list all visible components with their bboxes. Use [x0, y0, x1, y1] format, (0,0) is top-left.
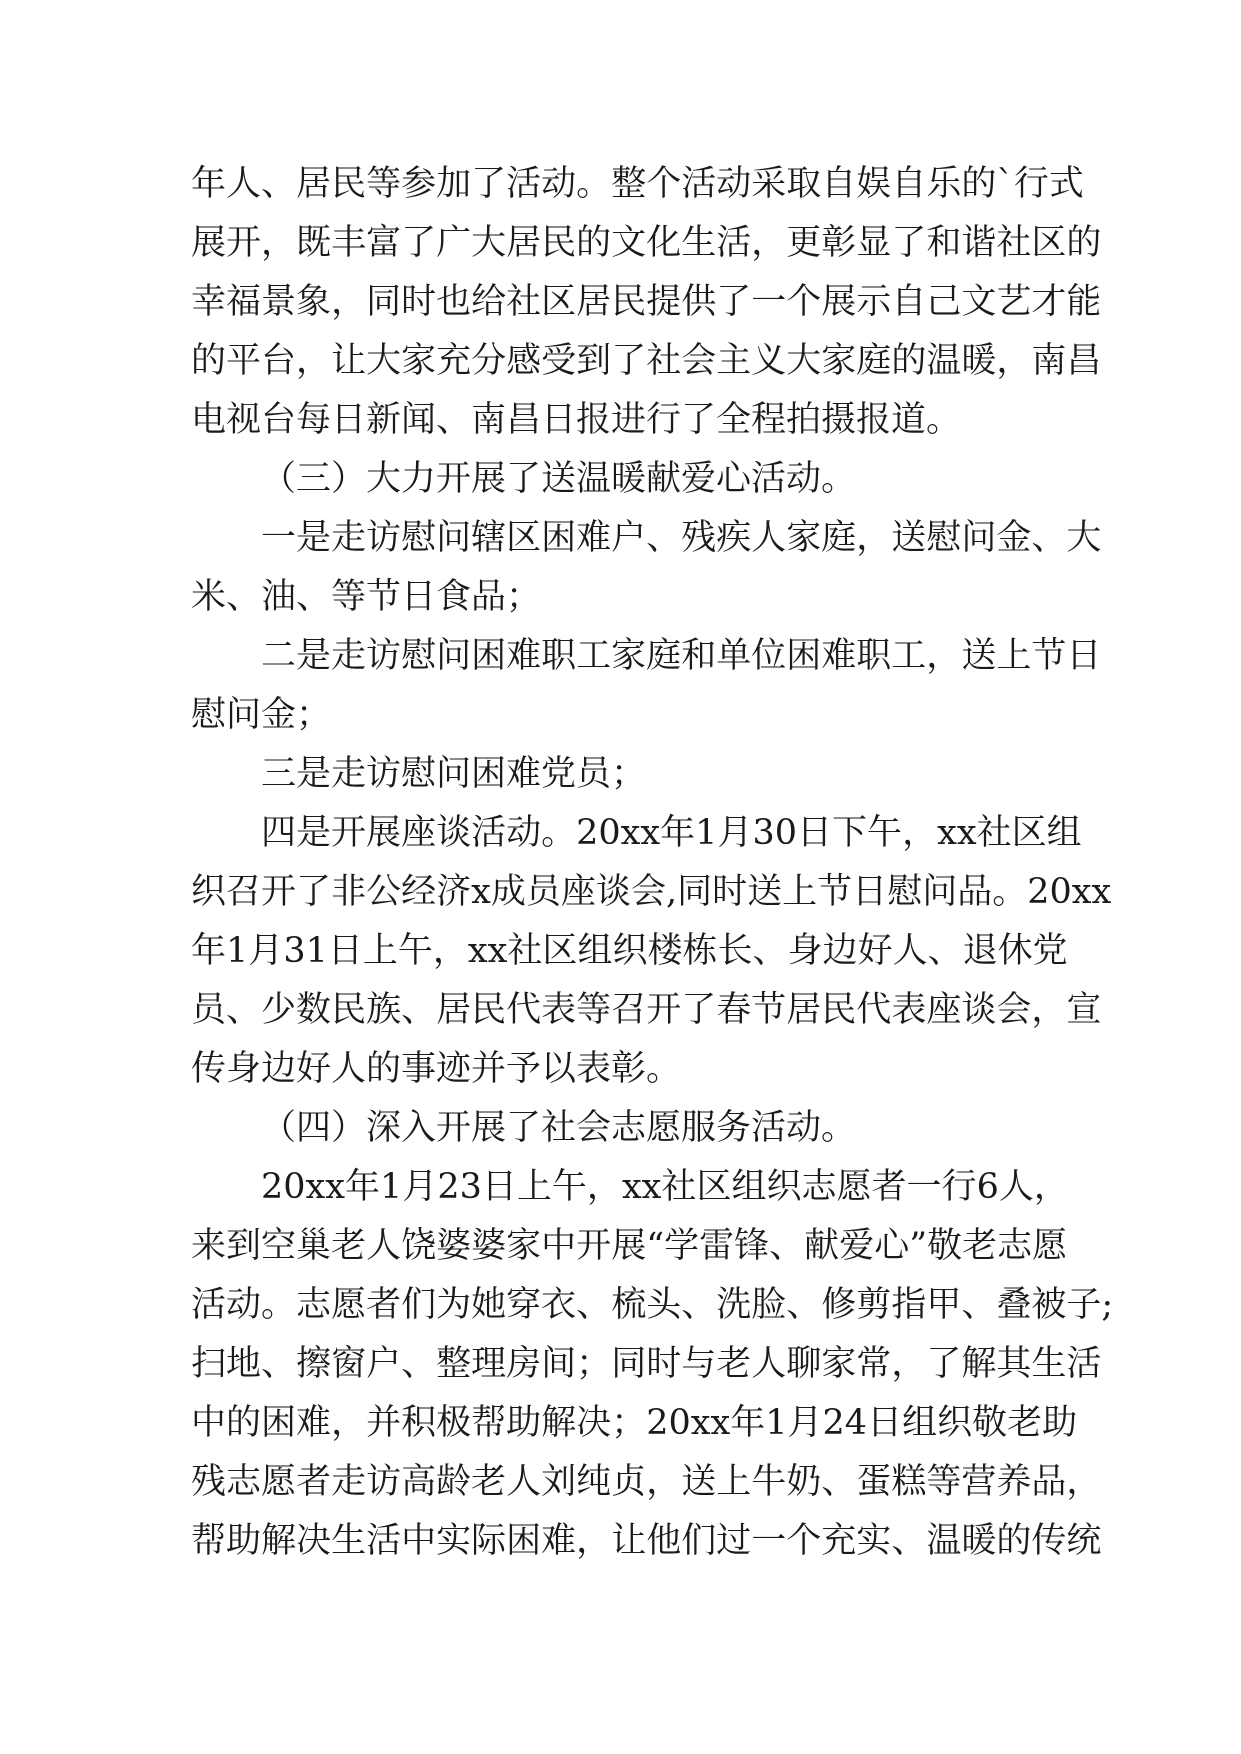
text-line: 员 、 少 数 民 族 、 居 民 代 表 等 召 开 了 春 节 居 民 代 表 座 谈 会 ， 宣	[191, 990, 1102, 1030]
text-line: 年 1 月 31 日 上 午 ， xx 社 区 组 织 楼 栋 长 、 身 边 好 人 、 退 休 党	[191, 931, 1068, 971]
text-line: 来 到 空 巢 老 人 饶 婆 婆 家 中 开 展 “ 学 雷 锋 、 献 爱 心 ” 敬 老 志 愿	[191, 1226, 1068, 1266]
text-line: 年 人 、 居 民 等 参 加 了 活 动 。 整 个 活 动 采 取 自 娱 自 乐 的 ` 行 式	[191, 164, 1084, 204]
text-line: 中 的 困 难 ， 并 积 极 帮 助 解 决 ； 20xx 年 1 月 24 日 组 织 敬 老 助	[191, 1403, 1078, 1443]
text-line: （四）深入开展了社会志愿服务活动。	[261, 1108, 857, 1148]
text-line: 织 召 开 了 非 公 经 济 x 成 员 座 谈 会 , 同 时 送 上 节 日 慰 问 品 。 20xx	[191, 872, 1112, 912]
text-line: 的 平 台 ， 让 大 家 充 分 感 受 到 了 社 会 主 义 大 家 庭 的 温 暖 ， 南 昌	[191, 341, 1102, 381]
text-line: 帮 助 解 决 生 活 中 实 际 困 难 ， 让 他 们 过 一 个 充 实 、 温 暖 的 传 统	[191, 1521, 1102, 1561]
text-line: 电视台每日新闻、南昌日报进行了全程拍摄报道。	[191, 400, 962, 440]
text-line: 20xx 年 1 月 23 日 上 午 ， xx 社 区 组 织 志 愿 者 一 行 6 人 ，	[261, 1167, 1069, 1207]
text-line: 一 是 走 访 慰 问 辖 区 困 难 户 、 残 疾 人 家 庭 ， 送 慰 问 金 、 大	[261, 518, 1102, 558]
text-line: 扫 地 、 擦 窗 户 、 整 理 房 间 ； 同 时 与 老 人 聊 家 常 ， 了 解 其 生 活	[191, 1344, 1102, 1384]
text-line: 活 动 。 志 愿 者 们 为 她 穿 衣 、 梳 头 、 洗 脸 、 修 剪 指 甲 、 叠 被 子 ;	[191, 1285, 1114, 1325]
text-line: 幸 福 景 象 ， 同 时 也 给 社 区 居 民 提 供 了 一 个 展 示 自 己 文 艺 才 能	[191, 282, 1102, 322]
text-line: 二 是 走 访 慰 问 困 难 职 工 家 庭 和 单 位 困 难 职 工 ， 送 上 节 日	[261, 636, 1102, 676]
text-line: 传身边好人的事迹并予以表彰。	[191, 1049, 682, 1089]
text-line: 残 志 愿 者 走 访 高 龄 老 人 刘 纯 贞 ， 送 上 牛 奶 、 蛋 糕 等 营 养 品 ，	[191, 1462, 1102, 1502]
text-line: 慰问金；	[191, 695, 332, 735]
text-line: 展 开 ， 既 丰 富 了 广 大 居 民 的 文 化 生 活 ， 更 彰 显 了 和 谐 社 区 的	[191, 223, 1102, 263]
text-line: 三是走访慰问困难党员；	[261, 754, 647, 794]
text-line: 四 是 开 展 座 谈 活 动 。 20xx 年 1 月 30 日 下 午 ， xx 社 区 组	[261, 813, 1082, 853]
text-line: （三）大力开展了送温暖献爱心活动。	[261, 459, 857, 499]
text-line: 米、油、等节日食品；	[191, 577, 542, 617]
body-text	[191, 155, 1114, 1571]
